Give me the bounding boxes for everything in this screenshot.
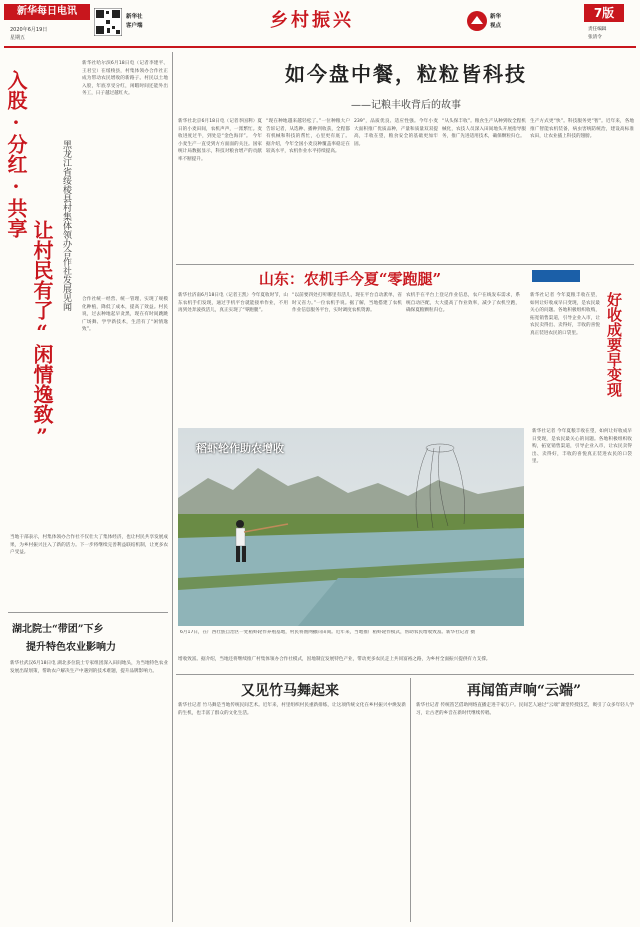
paper-name: 新华每日电讯 <box>4 4 90 20</box>
issue-date: 2020年6月19日 <box>10 27 48 33</box>
right-story-body: 新华社记者 今年夏粮丰收在望，如何让好收成早日变现，是农民最关心的问题。各地积极组织收购，拓宽销售渠道，引导企业入市，让农民卖得出、卖得好，丰收的喜悦真正装进农民的口袋里。 <box>530 293 600 336</box>
column-divider <box>172 52 173 922</box>
editor-label: 责任编辑 <box>588 27 607 32</box>
photo-caption: 6月17日，在广西壮族自治区一处稻虾轮作养殖基地，村民将渔网撒向田间。近年来，当地推广稻虾轮作模式，帮助农民增收致富。新华社记者 摄 <box>180 630 476 635</box>
photo-heading: 稻虾轮作助农增收 <box>196 442 284 455</box>
column-divider <box>410 678 411 922</box>
divider <box>176 674 634 675</box>
middle-story-body-2: “以前要四处打听哪里有活儿，现在平台自动派单，省时又省力。”一位农机手说。据了解，当地搭建了农机作业信息服务平台，实时调度农机资源。 <box>292 293 402 313</box>
app-name-1: 新华 <box>490 14 502 20</box>
right-section-tag <box>532 270 580 282</box>
left-subheadline: 黑龙江省绥棱县村集体领办合作社发展见闻 <box>61 140 71 311</box>
bamboo-headline: 又见竹马舞起来 <box>241 683 339 699</box>
lead-headline: 如今盘中餐，粒粒皆科技 <box>285 62 527 86</box>
masthead <box>0 0 640 48</box>
hubei-story-body: 新华社武汉6月18日电 湖北多位院士专家组团深入田间地头，为当地特色农业发展出谋划策，帮助农户解决生产中遇到的技术难题，提升品牌影响力。 <box>10 661 168 674</box>
middle-headline: 山东：农机手今夏“零跑腿” <box>258 270 442 288</box>
lead-subheadline: ——记粮丰收背后的故事 <box>351 100 461 111</box>
lead-column-3: 239”，品质优良、适应性强。今年小麦大面积推广优质品种，产量和质量双双提高，丰收在望，粮食安全的基础更加牢固。 <box>354 119 438 147</box>
photo <box>178 428 524 626</box>
right-headline: 好收成要早变现 <box>605 292 623 397</box>
middle-story-body-1: 新华社济南6月18日电（记者王凯）今年夏收时节，山东农机手们发现，通过手机平台就能接单作业，不用再到处奔波找活儿，真正实现了“零跑腿”。 <box>178 293 288 313</box>
client-label-1: 新华社 <box>126 14 143 20</box>
hubei-headline-1: 湖北院士“带团”下乡 <box>12 624 104 635</box>
section-title: 乡村振兴 <box>270 10 354 31</box>
left-story-body-2: 合作社统一经营、统一管理，实现了规模化种植，降低了成本，提高了效益。村民说，过去种地起早贪黑，现在有时间跳跳广场舞、学学新技术，生活有了“闲情逸致”。 <box>82 297 168 332</box>
page-number-badge: 7版 <box>584 4 624 22</box>
issue-weekday: 星期五 <box>10 35 26 41</box>
middle-story-body-3: 农机手在平台上登记作业信息，农户在线发布需求，系统自动匹配，大大提高了作业效率，减少了农机空跑，确保夏粮颗粒归仓。 <box>406 293 520 313</box>
client-label-2: 客户端 <box>126 23 143 29</box>
hubei-headline-2: 提升特色农业影响力 <box>26 642 116 653</box>
flute-story-body: 新华社记者 传统笛艺借助网络直播走进千家万户。民间艺人通过“云端”课堂传授技艺，吸引了众多年轻人学习，让古老的乡音在新时代继续传唱。 <box>416 703 634 716</box>
flute-headline: 再闻笛声响“云端” <box>466 683 582 699</box>
bottom-left-body: 增收致富。据介绍，当地还将继续推广村集体领办合作社模式，因地制宜发展特色产业，带动更多农民走上共同富裕之路，为乡村全面振兴提供有力支撑。 <box>178 657 491 662</box>
masthead-rule <box>4 46 636 48</box>
left-headline-1: 入股·分红·共享 <box>4 70 28 238</box>
app-name-2: 视点 <box>490 23 502 29</box>
left-story-body-3: 当地干部表示，村集体领办合作社不仅壮大了集体经济，也让村民共享发展成果，为乡村振兴注入了新的活力。下一步将继续完善利益联结机制，让更多农户受益。 <box>10 535 168 555</box>
bamboo-story-body: 新华社记者 竹马舞是当地传统民间艺术。近年来，村里组织村民重新排练，让这项传统文化在乡村振兴中焕发新的生机，也丰富了群众的文化生活。 <box>178 703 406 716</box>
lead-column-1: 新华社北京6月18日电（记者李国利）夏日的小麦田间，农机声声，一派繁忙。麦收进度过半，到处是“金色海洋”。 今年小麦生产一直受到方方面面的关注。国家统计局数据显示，科技对粮食增产的贡献率不断提升。 <box>178 119 262 162</box>
divider <box>8 612 168 613</box>
lead-column-4: “从头保丰收”。粮食生产从种到收全程机械化，农技人员深入田间地头开展指导服务，推广先进适用技术，确保颗粒归仓。 <box>442 119 526 139</box>
right-story-body-extended: 新华社记者 今年夏粮丰收在望，如何让好收成早日变现，是农民最关心的问题。各地积极组织收购，拓宽销售渠道，引导企业入市，让农民卖得出、卖得好，丰收的喜悦真正装进农民的口袋里。 <box>532 429 632 464</box>
lead-column-5: 生产方式更“快”。科技服务更“智”。近年来，各地推广智能农机装备，病虫害统防统治，建设高标准农田，让农业插上科技的翅膀。 <box>530 119 634 139</box>
lead-column-2: “现在种地越来越轻松了。”一位种粮大户告诉记者，从选种、播种到收获，全程都有机械和科技的帮忙，心里更有底了。 据介绍，今年全国小麦良种覆盖率稳定在较高水平，农机作业水平持续提高。 <box>266 119 350 154</box>
xinhua-logo-icon <box>466 10 488 32</box>
left-story-body-1: 新华社哈尔滨6月18日电（记者李建平、王君宝）在绥棱县，村集体领办合作社正成为带动农民增收的新路子。村民以土地入股，年底享受分红，闲暇时间还能外出务工，日子越过越红火。 <box>82 61 168 96</box>
qr-code-icon <box>94 8 122 36</box>
divider <box>176 264 634 265</box>
left-headline-2: 让村民有了“闲情逸致” <box>30 220 54 448</box>
editor-name: 张清令 <box>588 35 602 40</box>
